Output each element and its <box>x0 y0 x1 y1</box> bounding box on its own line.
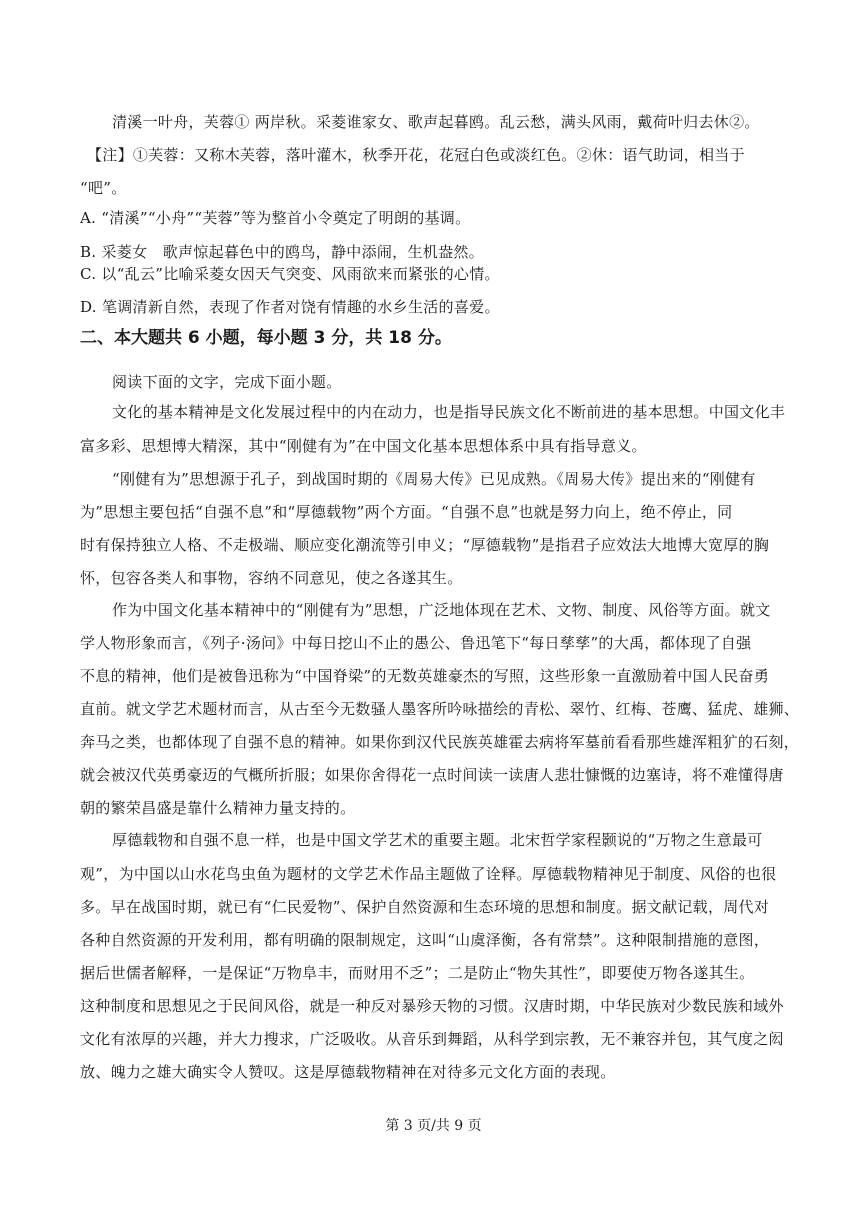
poem-text: 清溪一叶舟，芙蓉① 两岸秋。采菱谁家女、歌声起暮鸥。乱云愁，满头风雨，戴荷叶归去休②。 <box>112 113 760 131</box>
passage-line: 为”思想主要包括“自强不息”和“厚德载物”两个方面。“自强不息”也就是努力向上，绝不停止，同 <box>80 503 733 521</box>
passage-line: “刚健有为”思想源于孔子，到战国时期的《周易大传》已见成熟。《周易大传》提出来的“刚健有 <box>112 470 756 488</box>
option-a-text: “清溪”“小舟”“芙蓉”等为整首小令奠定了明朗的基调。 <box>101 209 471 227</box>
passage-line: 据后世儒者解释，一是保证“万物阜丰，而财用不乏”；二是防止“物失其性”，即要使万物各遂其生。 <box>80 964 755 982</box>
passage-line: 时有保持独立人格、不走极端、顺应变化潮流等引申义；“厚德载物”是指君子应效法大地博大宽厚的胸 <box>80 536 770 554</box>
option-d-label: D. <box>80 298 97 316</box>
passage-line: 朝的繁荣昌盛是靠什么精神力量支持的。 <box>80 799 356 817</box>
option-a-label: A. <box>80 209 97 227</box>
option-b-label: B. <box>80 243 97 261</box>
passage-line: 学人物形象而言，《列子·汤问》中每日挖山不止的愚公、鲁迅笔下“每日孳孳”的大禹，都体现了自强 <box>80 634 752 652</box>
passage-line: 文化有浓厚的兴趣，并大力搜求，广泛吸收。从音乐到舞蹈，从科学到宗教，无不兼容并包，其气度之闳 <box>80 1030 784 1048</box>
page-number: 第 3 页/共 9 页 <box>385 1118 482 1134</box>
passage-line: 文化的基本精神是文化发展过程中的内在动力，也是指导民族文化不断前进的基本思想。中国文化丰 <box>112 403 786 421</box>
option-c[interactable] <box>80 264 500 284</box>
passage-line: 这种制度和思想见之于民间风俗，就是一种反对暴殄天物的习惯。汉唐时期，中华民族对少数民族和域外 <box>80 997 784 1015</box>
passage-line: 作为中国文化基本精神中的“刚健有为”思想，广泛地体现在艺术、文物、制度、风俗等方面。就文 <box>112 601 771 619</box>
note-line-1: 【注】①芙蓉：又称木芙蓉，落叶灌木，秋季开花，花冠白色或淡红色。②休：语气助词，相当于 <box>87 146 745 164</box>
passage-line: 怀，包容各类人和事物，容纳不同意见，使之各遂其生。 <box>80 569 463 587</box>
passage-line: 多。早在战国时期，就已有“仁民爱物”、保护自然资源和生态环境的思想和制度。据文献记载，周代对 <box>80 898 770 916</box>
passage-line: 阅读下面的文字，完成下面小题。 <box>112 373 342 391</box>
passage-line: 奔马之类，也都体现了自强不息的精神。如果你到汉代民族英雄霍去病将军墓前看看那些雄浑粗犷的石刻， <box>80 733 800 751</box>
passage-line: 各种自然资源的开发利用，都有明确的限制规定，这叫“山虞泽衡，各有常禁”。这种限制措施的意图， <box>80 931 770 949</box>
note-line-2: “吧”。 <box>80 179 127 197</box>
option-c-label: C. <box>80 265 97 283</box>
passage-line: 不息的精神，他们是被鲁迅称为“中国脊梁”的无数英雄豪杰的写照，这些形象一直激励着中国人民奋勇 <box>80 667 770 685</box>
passage-line: 直前。就文学艺术题材而言，从古至今无数骚人墨客所吟咏描绘的青松、翠竹、红梅、苍鹰、猛虎、雄狮、 <box>80 700 800 718</box>
passage-line: 就会被汉代英勇豪迈的气概所折服；如果你舍得花一点时间读一读唐人悲壮慷慨的边塞诗，将不难懂得唐 <box>80 766 784 784</box>
option-a[interactable] <box>80 208 470 228</box>
option-c-text: 以“乱云”比喻采菱女因天气突变、风雨欲来而紧张的心情。 <box>101 265 500 283</box>
option-b[interactable] <box>80 242 484 262</box>
option-d[interactable] <box>80 297 500 317</box>
section-heading: 二、本大题共 6 小题，每小题 3 分，共 18 分。 <box>80 328 452 348</box>
option-d-text: 笔调清新自然，表现了作者对饶有情趣的水乡生活的喜爱。 <box>101 298 500 316</box>
passage-line: 放、魄力之雄大确实令人赞叹。这是厚德载物精神在对待多元文化方面的表现。 <box>80 1063 616 1081</box>
passage-line: 厚德载物和自强不息一样，也是中国文学艺术的重要主题。北宋哲学家程颢说的“万物之生意最可 <box>112 831 763 849</box>
passage-line: 观”，为中国以山水花鸟虫鱼为题材的文学艺术作品主题做了诠释。厚德载物精神见于制度、风俗的也很 <box>80 865 777 883</box>
passage-line: 富多彩、思想博大精深，其中“刚健有为”在中国文化基本思想体系中具有指导意义。 <box>80 437 647 455</box>
option-b-text: 采菱女 歌声惊起暮色中的鸥鸟，静中添闹，生机盎然。 <box>101 243 484 261</box>
